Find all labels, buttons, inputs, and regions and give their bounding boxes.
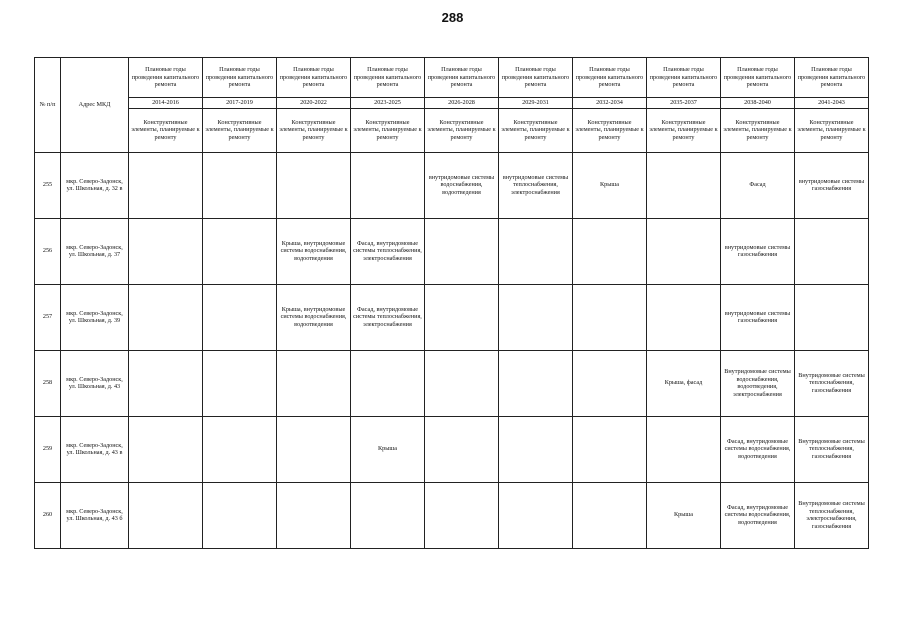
row-address: мкр. Северо-Задонск, ул. Школьная, д. 39 (61, 284, 129, 350)
table-cell: Крыша (351, 416, 425, 482)
table-cell (425, 350, 499, 416)
table-cell (499, 284, 573, 350)
row-address: мкр. Северо-Задонск, ул. Школьная, д. 37 (61, 218, 129, 284)
period-2017-2019: 2017-2019 (203, 98, 277, 109)
header-elements-label: Конструктивные элементы, планируемые к ремонту (203, 108, 277, 152)
table-cell (425, 416, 499, 482)
table-cell (203, 218, 277, 284)
table-cell (351, 152, 425, 218)
row-number: 258 (35, 350, 61, 416)
header-plan-label: Плановые годы проведения капитального ремонта (795, 58, 869, 98)
period-2014-2016: 2014-2016 (129, 98, 203, 109)
table-row (35, 482, 869, 548)
table-cell: внутридомовые системы газоснабжения (721, 218, 795, 284)
table-cell: Фасад, внутридомовые системы теплоснабжения, электроснабжения (351, 218, 425, 284)
table-cell: Внутридомовые системы теплоснабжения, газоснабжения (795, 350, 869, 416)
header-plan-label: Плановые годы проведения капитального ремонта (573, 58, 647, 98)
row-number: 259 (35, 416, 61, 482)
table-cell (129, 284, 203, 350)
table-cell (795, 218, 869, 284)
table-cell: внутридомовые системы газоснабжения (795, 152, 869, 218)
table-cell: Фасад (721, 152, 795, 218)
table-cell (647, 218, 721, 284)
table-row (35, 152, 869, 218)
table-cell: Внутридомовые системы теплоснабжения, электроснабжения, газоснабжения (795, 482, 869, 548)
header-elements-label: Конструктивные элементы, планируемые к ремонту (795, 108, 869, 152)
period-2041-2043: 2041-2043 (795, 98, 869, 109)
header-plan-label: Плановые годы проведения капитального ремонта (277, 58, 351, 98)
header-plan-label: Плановые годы проведения капитального ремонта (351, 58, 425, 98)
row-number: 260 (35, 482, 61, 548)
table-cell (573, 350, 647, 416)
header-plan-label: Плановые годы проведения капитального ремонта (425, 58, 499, 98)
table-cell (573, 218, 647, 284)
header-plan-label: Плановые годы проведения капитального ремонта (129, 58, 203, 98)
table-cell: Фасад, внутридомовые системы водоснабжения, водоотведения (721, 482, 795, 548)
table-cell: Внутридомовые системы теплоснабжения, газоснабжения (795, 416, 869, 482)
row-number: 255 (35, 152, 61, 218)
table-cell (573, 284, 647, 350)
table-cell (425, 218, 499, 284)
table-cell (277, 350, 351, 416)
table-cell (129, 152, 203, 218)
period-2032-2034: 2032-2034 (573, 98, 647, 109)
table-cell (277, 416, 351, 482)
row-address: мкр. Северо-Задонск, ул. Школьная, д. 43 в (61, 416, 129, 482)
header-period-row (35, 98, 869, 109)
period-2026-2028: 2026-2028 (425, 98, 499, 109)
table-cell (203, 350, 277, 416)
table-row (35, 350, 869, 416)
table-cell (129, 218, 203, 284)
table-cell: Крыша (573, 152, 647, 218)
header-elements-row (35, 108, 869, 152)
header-plan-label: Плановые годы проведения капитального ремонта (647, 58, 721, 98)
table-cell: Крыша (647, 482, 721, 548)
table-cell (499, 482, 573, 548)
table-cell (499, 218, 573, 284)
header-plan-row (35, 58, 869, 98)
table-cell: Фасад, внутридомовые системы теплоснабжения, электроснабжения (351, 284, 425, 350)
row-address: мкр. Северо-Задонск, ул. Школьная, д. 32 в (61, 152, 129, 218)
table-cell: Внутридомовые системы водоснабжения, водоотведения, электроснабжения (721, 350, 795, 416)
header-elements-label: Конструктивные элементы, планируемые к ремонту (351, 108, 425, 152)
table-row (35, 284, 869, 350)
table-cell (351, 482, 425, 548)
table-cell (129, 482, 203, 548)
table-cell (277, 482, 351, 548)
table-cell: Фасад, внутридомовые системы водоснабжения, водоотведения (721, 416, 795, 482)
table-cell (203, 482, 277, 548)
table-cell (499, 350, 573, 416)
table-cell (795, 284, 869, 350)
table-cell (647, 284, 721, 350)
table-cell (203, 416, 277, 482)
row-number: 257 (35, 284, 61, 350)
table-cell (499, 416, 573, 482)
period-2023-2025: 2023-2025 (351, 98, 425, 109)
table-cell (647, 416, 721, 482)
row-number: 256 (35, 218, 61, 284)
table-cell (573, 416, 647, 482)
table-cell: Крыша, внутридомовые системы водоснабжения, водоотведения (277, 284, 351, 350)
row-address: мкр. Северо-Задонск, ул. Школьная, д. 43 (61, 350, 129, 416)
header-elements-label: Конструктивные элементы, планируемые к ремонту (425, 108, 499, 152)
header-elements-label: Конструктивные элементы, планируемые к ремонту (499, 108, 573, 152)
table-cell (573, 482, 647, 548)
table-cell (277, 152, 351, 218)
row-address: мкр. Северо-Задонск, ул. Школьная, д. 43 б (61, 482, 129, 548)
table-cell: Крыша, фасад (647, 350, 721, 416)
period-2038-2040: 2038-2040 (721, 98, 795, 109)
header-elements-label: Конструктивные элементы, планируемые к ремонту (129, 108, 203, 152)
period-2029-2031: 2029-2031 (499, 98, 573, 109)
header-plan-label: Плановые годы проведения капитального ремонта (721, 58, 795, 98)
table-cell (425, 482, 499, 548)
header-plan-label: Плановые годы проведения капитального ремонта (499, 58, 573, 98)
table-cell: внутридомовые системы газоснабжения (721, 284, 795, 350)
table-cell: Крыша, внутридомовые системы водоснабжения, водоотведения (277, 218, 351, 284)
table-cell (351, 350, 425, 416)
header-elements-label: Конструктивные элементы, планируемые к ремонту (573, 108, 647, 152)
header-address: Адрес МКД (61, 58, 129, 153)
header-num: № п/п (35, 58, 61, 153)
header-elements-label: Конструктивные элементы, планируемые к ремонту (277, 108, 351, 152)
page-number: 288 (441, 10, 464, 25)
header-plan-label: Плановые годы проведения капитального ремонта (203, 58, 277, 98)
table-cell (129, 350, 203, 416)
table-cell (425, 284, 499, 350)
table-cell (203, 284, 277, 350)
capital-repair-schedule-table (34, 57, 869, 549)
table-cell (647, 152, 721, 218)
table-cell: внутридомовые системы теплоснабжения, электроснабжения (499, 152, 573, 218)
period-2020-2022: 2020-2022 (277, 98, 351, 109)
table-cell: внутридомовые системы водоснабжения, водоотведения (425, 152, 499, 218)
header-elements-label: Конструктивные элементы, планируемые к ремонту (647, 108, 721, 152)
table-cell (129, 416, 203, 482)
period-2035-2037: 2035-2037 (647, 98, 721, 109)
table-cell (203, 152, 277, 218)
table-row (35, 218, 869, 284)
header-elements-label: Конструктивные элементы, планируемые к ремонту (721, 108, 795, 152)
table-row (35, 416, 869, 482)
